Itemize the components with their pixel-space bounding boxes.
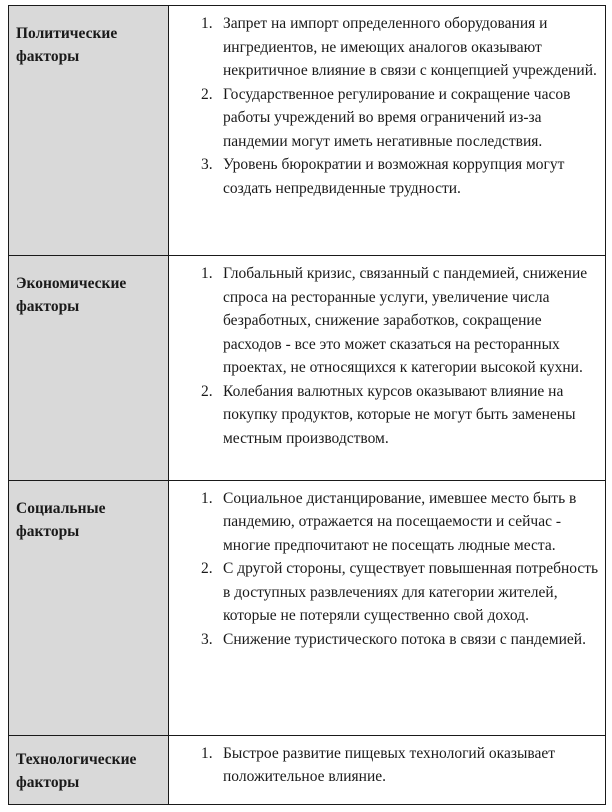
list-item bbox=[169, 557, 601, 628]
list-item bbox=[169, 153, 601, 200]
list-item-text: С другой стороны, существует повышенная потребность в доступных развлечениях для категории жителей, которые не потеряли существенно свой доход. bbox=[223, 560, 599, 625]
list-item-number: 1. bbox=[201, 489, 213, 507]
row-label-line2: факторы bbox=[16, 522, 80, 540]
list-item-text: Быстрое развитие пищевых технологий оказывает положительное влияние. bbox=[223, 744, 556, 786]
list-item-number: 1. bbox=[201, 15, 213, 32]
factor-list bbox=[169, 262, 601, 450]
factor-list bbox=[169, 12, 601, 200]
row-label-line1: Политические bbox=[16, 25, 118, 42]
list-item bbox=[169, 487, 601, 558]
table-row-economic bbox=[9, 256, 606, 480]
list-item-text: Уровень бюрократии и возможная коррупция могут создать непредвиденные трудности. bbox=[223, 156, 565, 197]
list-item-text: Глобальный кризис, связанный с пандемией, снижение спроса на ресторанные услуги, увеличение числа безработных, снижение заработков, сокращение расходов - все это может сказаться на ресторанных проектах, не относящихся к категории высокой кухни. bbox=[223, 265, 588, 377]
pest-analysis-table bbox=[8, 5, 606, 805]
row-label-cell bbox=[9, 256, 169, 480]
list-item-number: 1. bbox=[201, 744, 213, 762]
list-item bbox=[169, 12, 601, 83]
list-item-text: Колебания валютных курсов оказывают влияние на покупку продуктов, которые не могут быть заменены местным производством. bbox=[223, 382, 576, 447]
list-item bbox=[169, 262, 601, 380]
row-content-cell bbox=[169, 6, 606, 256]
list-item-number: 2. bbox=[201, 382, 213, 400]
row-content-cell bbox=[169, 480, 606, 735]
row-content-cell bbox=[169, 256, 606, 480]
list-item bbox=[169, 628, 601, 652]
list-item-number: 2. bbox=[201, 85, 213, 103]
list-item-number: 2. bbox=[201, 560, 213, 578]
list-item bbox=[169, 380, 601, 451]
row-content-cell bbox=[169, 735, 606, 804]
list-item-number: 3. bbox=[201, 156, 213, 173]
row-label-line1: Экономические bbox=[16, 275, 127, 293]
row-label-cell bbox=[9, 480, 169, 735]
list-item bbox=[169, 83, 601, 154]
row-label-line1: Социальные bbox=[16, 499, 106, 517]
factor-list bbox=[169, 487, 601, 652]
list-item-text: Социальное дистанцирование, имевшее место быть в пандемию, отражается на посещаемости и сейчас - многие предпочитают не посещать людные места. bbox=[223, 489, 577, 554]
list-item bbox=[169, 742, 601, 789]
table-row-technological bbox=[9, 735, 606, 804]
factor-list bbox=[169, 742, 601, 789]
row-label-line2: факторы bbox=[16, 298, 80, 316]
list-item-number: 3. bbox=[201, 630, 213, 648]
row-label-cell bbox=[9, 735, 169, 804]
row-label-line1: Технологические bbox=[16, 750, 137, 768]
list-item-number: 1. bbox=[201, 265, 213, 283]
table-row-social bbox=[9, 480, 606, 735]
list-item-text: Запрет на импорт определенного оборудования и ингредиентов, не имеющих аналогов оказывают некритичное влияние в связи с концепцией учреждений. bbox=[223, 15, 597, 79]
list-item-text: Государственное регулирование и сокращение часов работы учреждений во время ограничений из-за пандемии могут иметь негативные последствия. bbox=[223, 85, 571, 150]
list-item-text: Снижение туристического потока в связи с пандемией. bbox=[223, 630, 586, 648]
row-label-line2: факторы bbox=[16, 773, 80, 791]
row-label-cell bbox=[9, 6, 169, 256]
row-label-line2: факторы bbox=[16, 48, 80, 65]
table-row-political bbox=[9, 6, 606, 256]
